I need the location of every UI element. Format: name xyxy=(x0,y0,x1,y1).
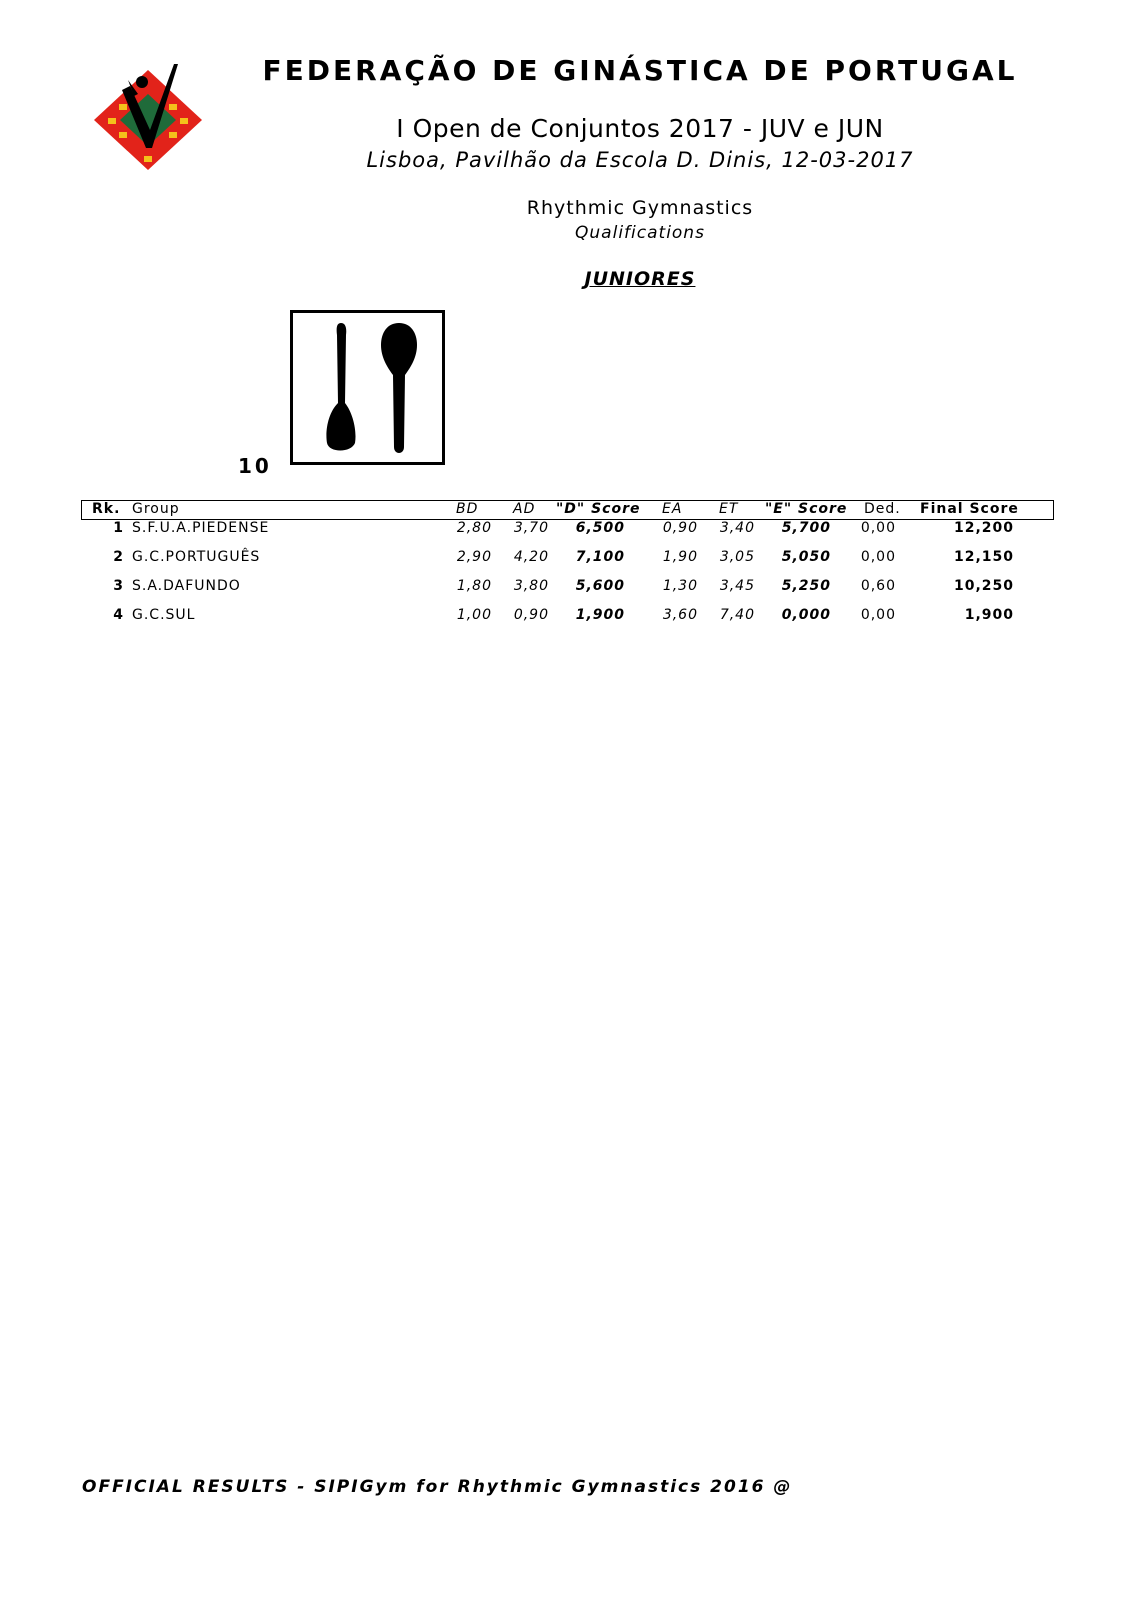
rank: 4 xyxy=(113,607,124,623)
group-name: S.F.U.A.PIEDENSE xyxy=(132,520,270,536)
d-score-value: 5,600 xyxy=(575,578,625,594)
ded-value: 0,00 xyxy=(860,520,896,536)
ea-value: 1,30 xyxy=(662,578,698,594)
ea-value: 0,90 xyxy=(662,520,698,536)
phase: Qualifications xyxy=(575,223,705,243)
ded-value: 0,00 xyxy=(860,549,896,565)
venue-date: Lisboa, Pavilhão da Escola D. Dinis, 12-03-2017 xyxy=(366,148,914,172)
e-score-value: 5,250 xyxy=(781,578,831,594)
d-score-value: 1,900 xyxy=(575,607,625,623)
col-ad: AD xyxy=(513,501,536,517)
rank: 2 xyxy=(113,549,124,565)
ad-value: 0,90 xyxy=(513,607,549,623)
apparatus-number: 10 xyxy=(238,454,272,478)
ea-value: 1,90 xyxy=(662,549,698,565)
et-value: 3,05 xyxy=(719,549,755,565)
e-score-value: 0,000 xyxy=(781,607,831,623)
ded-value: 0,00 xyxy=(860,607,896,623)
rank: 1 xyxy=(113,520,124,536)
e-score-value: 5,050 xyxy=(781,549,831,565)
final-score-value: 1,900 xyxy=(964,607,1014,623)
group-name: G.C.SUL xyxy=(132,607,196,623)
rank: 3 xyxy=(113,578,124,594)
category: JUNIORES xyxy=(584,268,696,290)
bd-value: 2,80 xyxy=(456,520,492,536)
col-ded: Ded. xyxy=(864,501,901,517)
competition-title: I Open de Conjuntos 2017 - JUV e JUN xyxy=(396,114,884,143)
et-value: 7,40 xyxy=(719,607,755,623)
col-final-score: Final Score xyxy=(920,501,1019,517)
col-ea: EA xyxy=(662,501,683,517)
group-name: S.A.DAFUNDO xyxy=(132,578,241,594)
final-score-value: 12,200 xyxy=(953,520,1014,536)
bd-value: 1,00 xyxy=(456,607,492,623)
final-score-value: 12,150 xyxy=(953,549,1014,565)
e-score-value: 5,700 xyxy=(781,520,831,536)
ea-value: 3,60 xyxy=(662,607,698,623)
final-score-value: 10,250 xyxy=(953,578,1014,594)
ded-value: 0,60 xyxy=(860,578,896,594)
apparatus-box xyxy=(290,310,445,465)
federation-title: FEDERAÇÃO DE GINÁSTICA DE PORTUGAL xyxy=(262,54,1018,87)
group-name: G.C.PORTUGUÊS xyxy=(132,549,261,565)
col-bd: BD xyxy=(456,501,479,517)
et-value: 3,45 xyxy=(719,578,755,594)
d-score-value: 7,100 xyxy=(575,549,625,565)
et-value: 3,40 xyxy=(719,520,755,536)
ad-value: 3,70 xyxy=(513,520,549,536)
discipline: Rhythmic Gymnastics xyxy=(526,197,754,219)
bd-value: 1,80 xyxy=(456,578,492,594)
ad-value: 4,20 xyxy=(513,549,549,565)
d-score-value: 6,500 xyxy=(575,520,625,536)
federation-logo xyxy=(92,60,204,172)
footer-note: OFFICIAL RESULTS - SIPIGym for Rhythmic Gymnastics 2016 @ xyxy=(82,1477,793,1497)
bd-value: 2,90 xyxy=(456,549,492,565)
col-et: ET xyxy=(719,501,739,517)
clubs-icon xyxy=(293,313,442,462)
ad-value: 3,80 xyxy=(513,578,549,594)
col-d-score: "D" Score xyxy=(556,501,641,517)
col-group: Group xyxy=(132,501,180,517)
col-rank: Rk. xyxy=(92,501,121,517)
col-e-score: "E" Score xyxy=(765,501,848,517)
